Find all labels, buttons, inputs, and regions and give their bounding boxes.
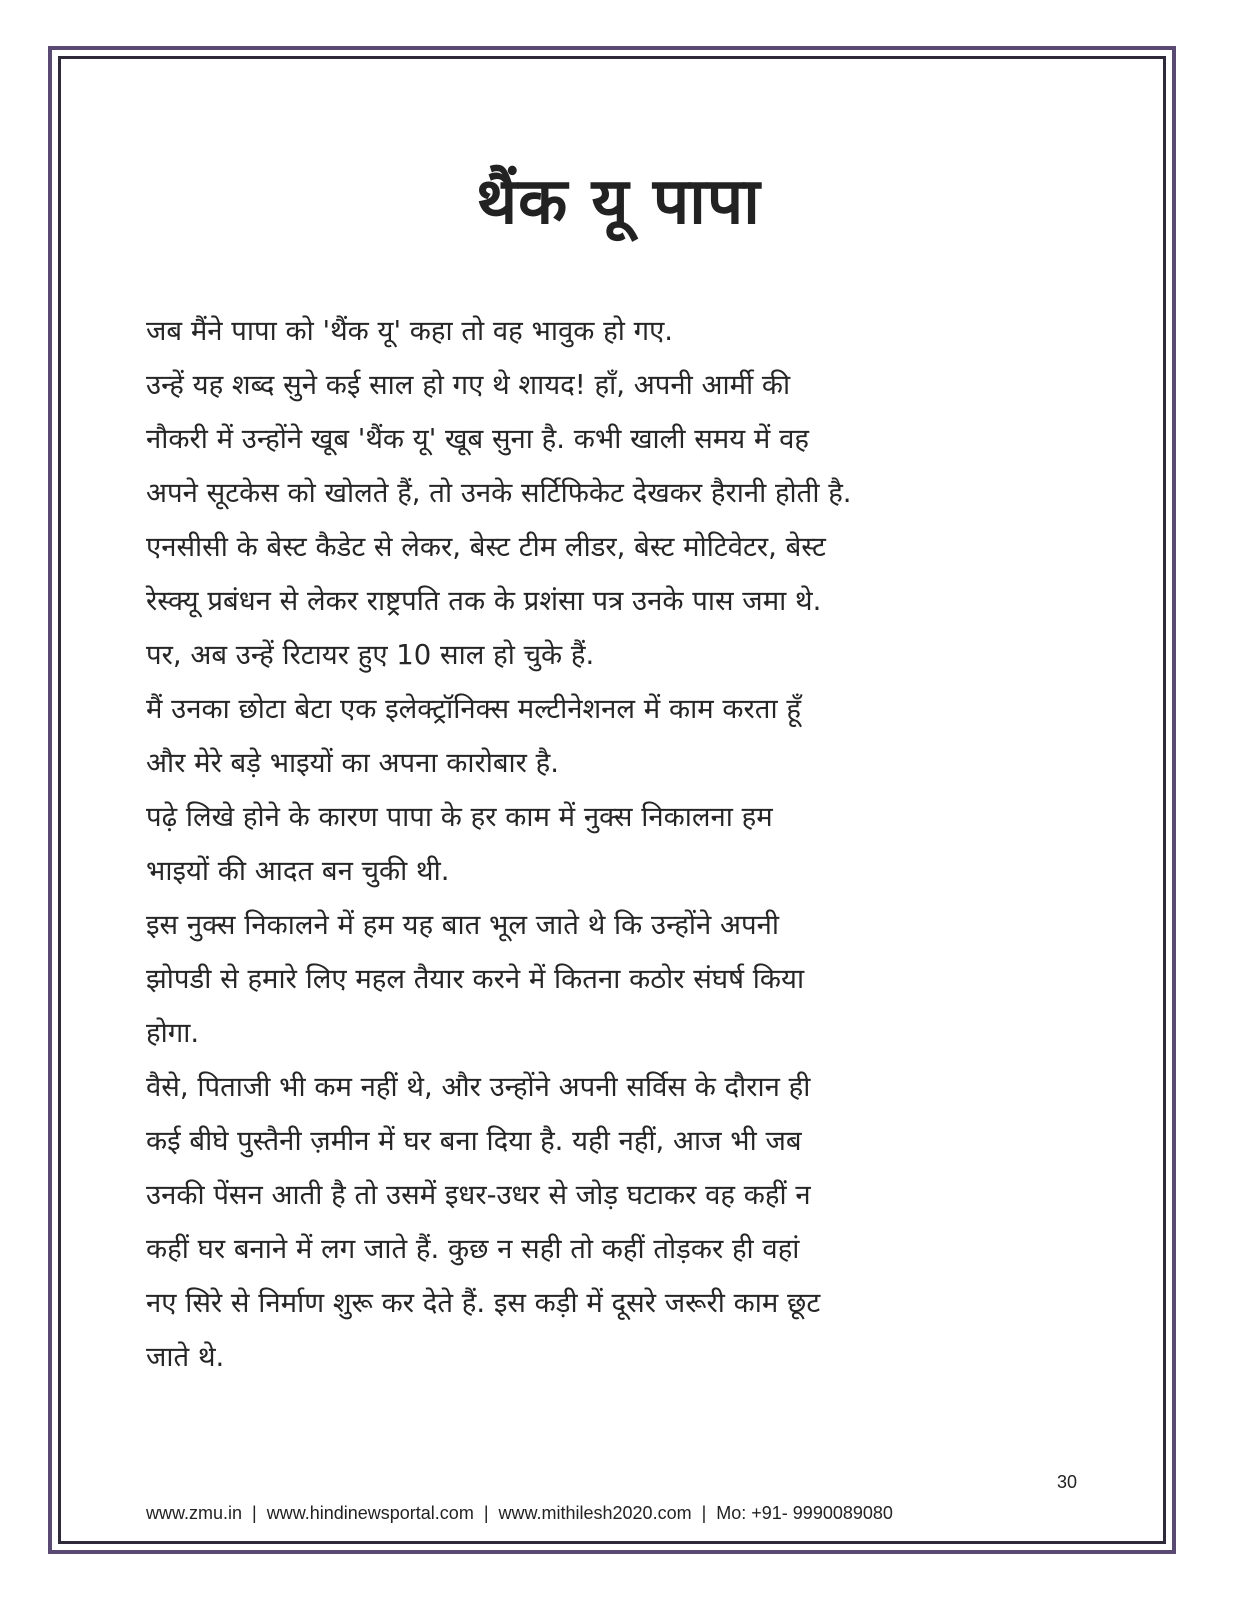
footer-link-hindinewsportal[interactable]: www.hindinewsportal.com — [266, 1503, 474, 1523]
footer-separator: | — [252, 1503, 257, 1523]
body-line: कई बीघे पुस्तैनी ज़मीन में घर बना दिया है. यही नहीं, आज भी जब — [146, 1125, 802, 1157]
body-line: नए सिरे से निर्माण शुरू कर देते हैं. इस कड़ी में दूसरे जरूरी काम छूट — [146, 1287, 821, 1319]
footer-link-zmu[interactable]: www.zmu.in — [146, 1503, 243, 1523]
body-line: मैं उनका छोटा बेटा एक इलेक्ट्रॉनिक्स मल्टीनेशनल में काम करता हूँ — [146, 693, 801, 725]
footer — [146, 1503, 1066, 1524]
page-number: 30 — [1056, 1472, 1077, 1492]
body-line: और मेरे बड़े भाइयों का अपना कारोबार है. — [146, 747, 559, 779]
page-title: थैंक यू पापा — [476, 165, 761, 239]
body-line: कहीं घर बनाने में लग जाते हैं. कुछ न सही तो कहीं तोड़कर ही वहां — [146, 1233, 800, 1265]
body-line: एनसीसी के बेस्ट कैडेट से लेकर, बेस्ट टीम लीडर, बेस्ट मोटिवेटर, बेस्ट — [146, 531, 826, 563]
story-body — [146, 304, 1076, 1384]
footer-separator: | — [483, 1503, 489, 1523]
body-line: होगा. — [146, 1017, 200, 1049]
body-line: अपने सूटकेस को खोलते हैं, तो उनके सर्टिफिकेट देखकर हैरानी होती है. — [146, 477, 852, 509]
body-line: वैसे, पिताजी भी कम नहीं थे, और उन्होंने अपनी सर्विस के दौरान ही — [146, 1071, 811, 1103]
body-line: उनकी पेंसन आती है तो उसमें इधर-उधर से जोड़ घटाकर वह कहीं न — [146, 1179, 811, 1211]
body-line: जाते थे. — [146, 1341, 225, 1373]
body-line: जब मैंने पापा को 'थैंक यू' कहा तो वह भावुक हो गए. — [146, 315, 674, 347]
body-line: इस नुक्स निकालने में हम यह बात भूल जाते थे कि उन्होंने अपनी — [146, 909, 780, 941]
body-line: नौकरी में उन्होंने खूब 'थैंक यू' खूब सुना है. कभी खाली समय में वह — [146, 423, 809, 455]
body-line: पर, अब उन्हें रिटायर हुए 10 साल हो चुके हैं. — [146, 639, 595, 671]
footer-separator: | — [701, 1503, 707, 1523]
body-line: भाइयों की आदत बन चुकी थी. — [146, 855, 450, 887]
body-line: उन्हें यह शब्द सुने कई साल हो गए थे शायद! हाँ, अपनी आर्मी की — [146, 369, 791, 401]
footer-link-mithilesh2020[interactable]: www.mithilesh2020.com — [498, 1503, 692, 1523]
body-line: झोपडी से हमारे लिए महल तैयार करने में कितना कठोर संघर्ष किया — [146, 963, 805, 995]
footer-phone: Mo: +91- 9990089080 — [716, 1503, 893, 1523]
body-line: रेस्क्यू प्रबंधन से लेकर राष्ट्रपति तक के प्रशंसा पत्र उनके पास जमा थे. — [146, 585, 822, 617]
body-line: पढ़े लिखे होने के कारण पापा के हर काम में नुक्स निकालना हम — [146, 801, 773, 833]
